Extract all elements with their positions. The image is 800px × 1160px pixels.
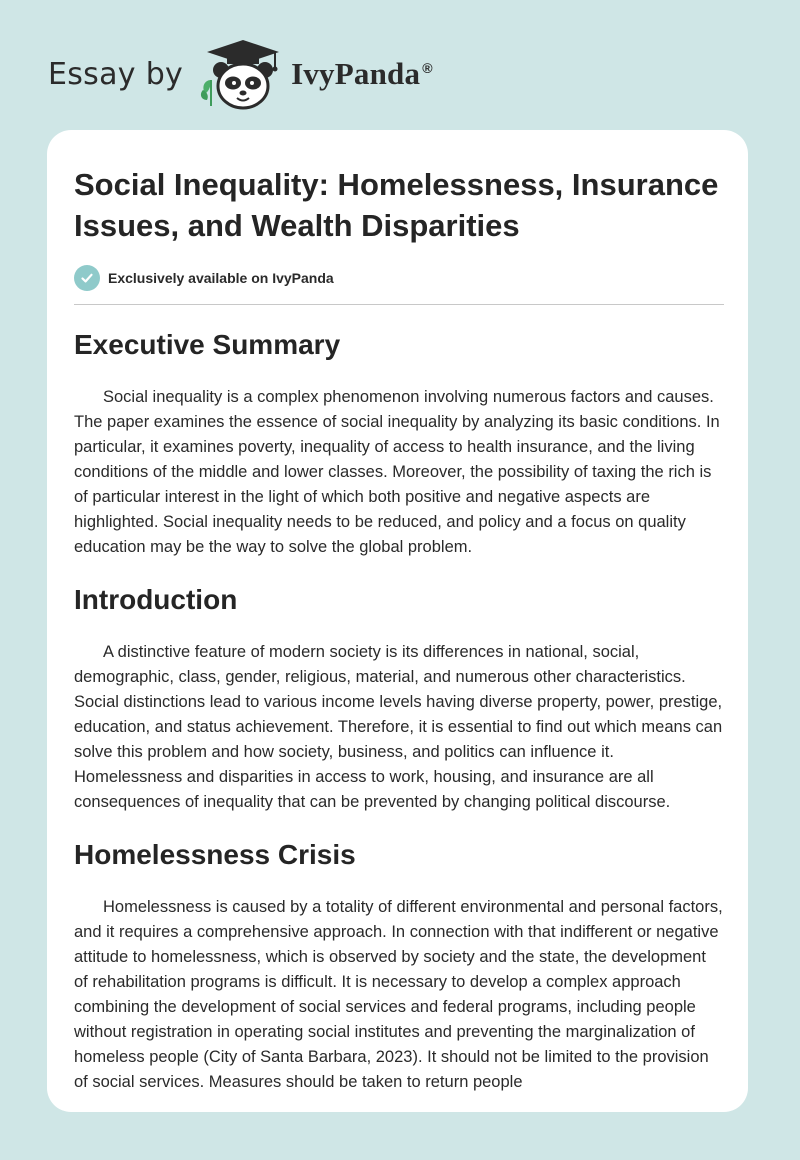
page-title: Social Inequality: Homelessness, Insurance Issues, and Wealth Disparities (74, 167, 719, 243)
brand-name (291, 56, 433, 92)
section-heading-homelessness-crisis: Homelessness Crisis (74, 839, 356, 870)
registered-mark: ® (422, 59, 433, 76)
essay-content (74, 164, 724, 1095)
title-divider (74, 304, 724, 305)
exclusive-badge (74, 264, 724, 292)
section-body-introduction: A distinctive feature of modern society is its differences in national, social, demographic, class, gender, religious, material, and numerous other characteristics. Social distinctions lead to various income levels having diverse property, power, prestige, education, and status achievement. Therefore, it is essential to find out which means can solve this problem and how society, business, and politics can influence it. Homelessness and disparities in access to work, housing, and insurance are all consequences of inequality that can be prevented by changing political discourse. (74, 643, 723, 811)
essay-card (47, 130, 748, 1112)
brand-name-text: IvyPanda (291, 56, 421, 91)
section-body-executive-summary: Social inequality is a complex phenomenon involving numerous factors and causes. The paper examines the essence of social inequality by analyzing its basic conditions. In particular, it examines poverty, inequality of access to health insurance, and the living conditions of the middle and lower classes. Moreover, the possibility of taxing the rich is of particular interest in the light of which both positive and negative aspects are highlighted. Social inequality needs to be reduced, and policy and a focus on quality education may be the way to solve the global problem. (74, 388, 720, 556)
brand-prefix: Essay by (48, 56, 184, 92)
panda-graduate-icon (197, 36, 287, 112)
section-heading-executive-summary: Executive Summary (74, 329, 341, 360)
check-icon (74, 265, 100, 291)
section-heading-introduction: Introduction (74, 584, 238, 615)
brand-header (48, 36, 433, 112)
section-body-homelessness-crisis: Homelessness is caused by a totality of different environmental and personal factors, and it requires a comprehensive approach. In connection with that indifferent or negative attitude to homelessness, which is observed by society and the state, the development of rehabilitation programs is difficult. It is necessary to develop a complex approach combining the development of social services and federal programs, including people without registration in operating social institutes and preventing the marginalization of homeless people (City of Santa Barbara, 2023). It should not be limited to the provision of social services. Measures should be taken to return people (74, 898, 723, 1091)
exclusive-label: Exclusively available on IvyPanda (108, 270, 334, 286)
